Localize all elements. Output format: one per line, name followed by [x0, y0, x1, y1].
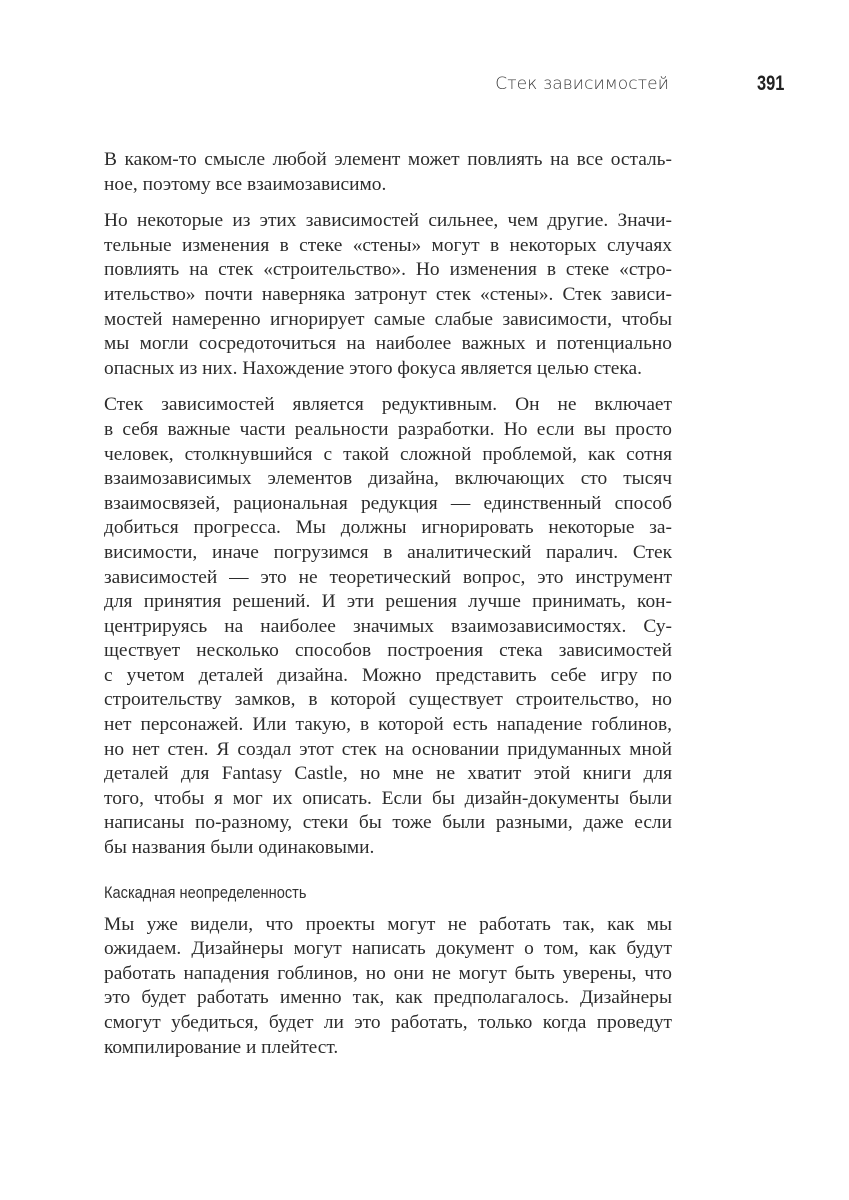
text-line: зависимостей — это не теоретический вопрос, это инструмент	[104, 566, 672, 588]
text-line: написаны по-разному, стеки бы тоже были разными, даже если	[104, 812, 672, 834]
text-line: нет персонажей. Или такую, в которой есть нападение гоблинов,	[104, 714, 672, 736]
running-title: Стек зависимостей	[495, 74, 669, 94]
text-line: добиться прогресса. Мы должны игнорировать некоторые за-	[104, 517, 672, 539]
text-line: для принятия решений. И эти решения лучше принимать, кон-	[104, 591, 672, 613]
text-line: Мы уже видели, что проекты могут не работать так, как мы	[104, 913, 672, 935]
text-line: повлиять на стек «строительство». Но изменения в стеке «стро-	[104, 259, 672, 281]
text-line: бы названия были одинаковыми.	[104, 837, 375, 859]
text-line: взаимосвязей, рациональная редукция — единственный способ	[104, 492, 672, 514]
page-body	[104, 148, 672, 1072]
text-line: это будет работать именно так, как предполагалось. Дизайнеры	[104, 987, 672, 1009]
section-paragraph-1	[104, 913, 672, 1061]
section-heading: Каскадная неопределенность	[104, 882, 307, 902]
text-line: В каком-то смысле любой элемент может повлиять на все осталь-	[104, 149, 672, 170]
text-line: опасных из них. Нахождение этого фокуса является целью стека.	[104, 357, 642, 379]
text-line: Стек зависимостей является редуктивным. Он не включает	[104, 394, 672, 416]
text-line: висимости, иначе погрузимся в аналитический паралич. Стек	[104, 541, 672, 563]
text-line: смогут убедиться, будет ли это работать, только когда проведут	[104, 1012, 672, 1033]
text-line: того, чтобы я мог их описать. Если бы дизайн-документы были	[104, 787, 672, 809]
text-line: ительство» почти наверняка затронут стек «стены». Стек зависи-	[104, 283, 672, 305]
text-line: компилирование и плейтест.	[104, 1036, 339, 1058]
paragraph-1	[104, 148, 672, 197]
paragraph-3	[104, 393, 672, 860]
text-line: с учетом деталей дизайна. Можно представить себе игру по	[104, 664, 672, 686]
text-line: взаимозависимых элементов дизайна, включающих сто тысяч	[104, 468, 672, 490]
text-line: мостей намеренно игнорирует самые слабые зависимости, чтобы	[104, 308, 672, 330]
text-line: ное, поэтому все взаимозависимо.	[104, 173, 387, 195]
text-line: работать нападения гоблинов, но они не могут быть уверены, что	[104, 962, 672, 984]
text-line: Но некоторые из этих зависимостей сильнее, чем другие. Значи-	[104, 210, 672, 232]
text-line: строительству замков, в которой существует строительство, но	[104, 689, 672, 711]
text-line: человек, столкнувшийся с такой сложной проблемой, как сотня	[104, 443, 672, 465]
paragraph-2	[104, 209, 672, 381]
text-line: в себя важные части реальности разработки. Но если вы просто	[104, 418, 672, 440]
text-line: центрируясь на наиболее значимых взаимозависимостях. Су-	[104, 615, 672, 637]
text-line: тельные изменения в стеке «стены» могут в некоторых случаях	[104, 234, 672, 256]
text-line: ожидаем. Дизайнеры могут написать документ о том, как будут	[104, 938, 672, 960]
text-line: но нет стен. Я создал этот стек на основании придуманных мной	[104, 738, 672, 760]
text-line: ществует несколько способов построения стека зависимостей	[104, 640, 672, 662]
text-line: деталей для Fantasy Castle, но мне не хватит этой книги для	[104, 763, 672, 785]
page-number: 391	[757, 72, 785, 95]
running-header	[0, 72, 849, 102]
text-line: мы могли сосредоточиться на наиболее важных и потенциально	[104, 333, 672, 355]
